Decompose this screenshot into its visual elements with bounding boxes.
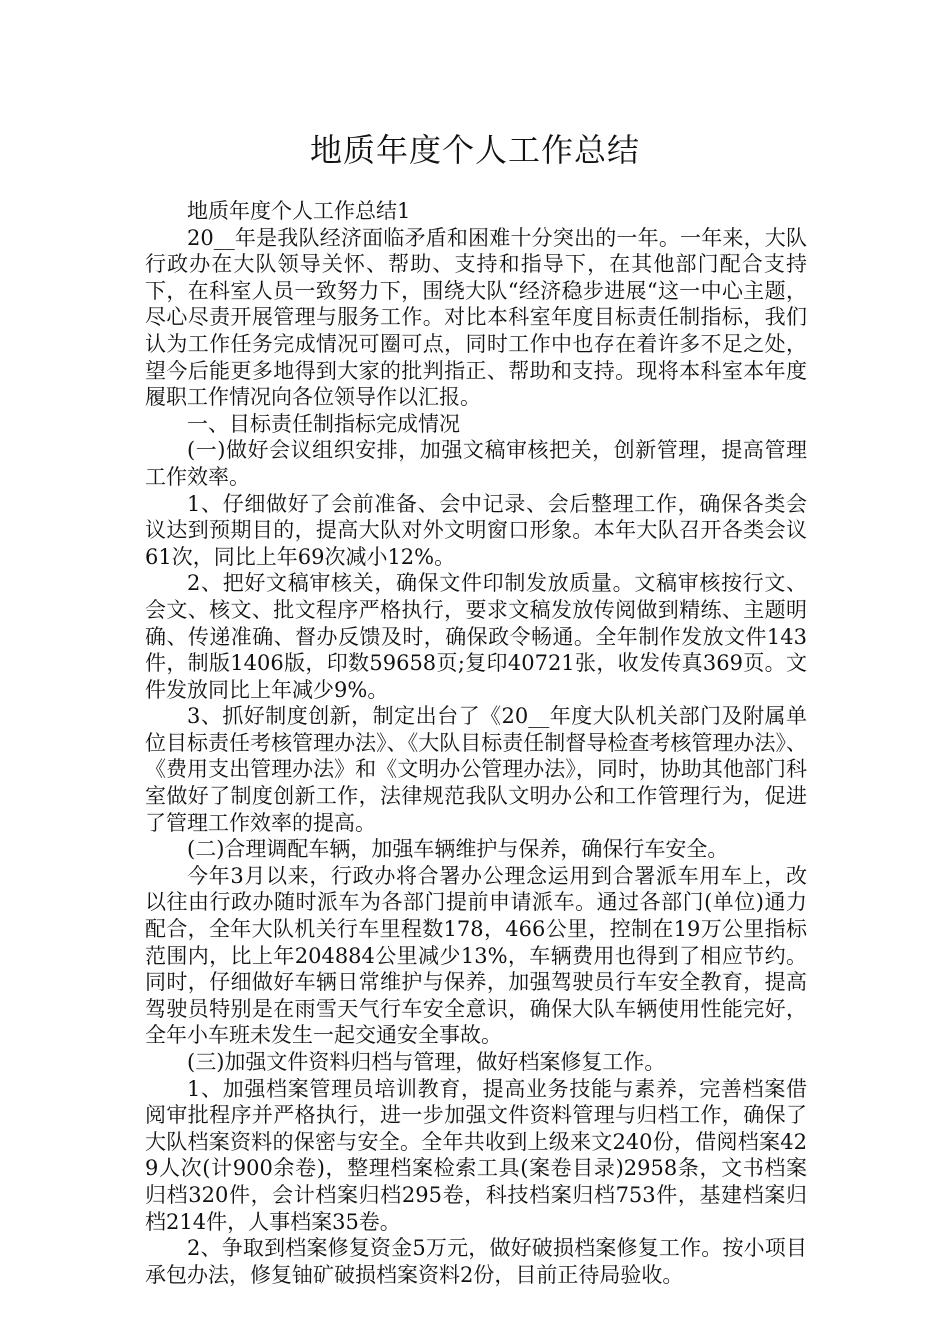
document-title: 地质年度个人工作总结 bbox=[309, 131, 640, 169]
document-body bbox=[145, 198, 807, 1288]
section-heading-1: 一、目标责任制指标完成情况 bbox=[187, 411, 460, 436]
body-paragraph: 3、抓好制度创新，制定出台了《20__年度大队机关部门及附属单位目标责任考核管理办法》、《大队目标责任制督导检查考核管理办法》、《费用支出管理办法》和《文明办公管理办法》，同时，协助其他部门科室做好了制度创新工作，法律规范我队文明办公和工作管理行为，促进了管理工作效率的提高。 bbox=[145, 704, 807, 835]
subsection-heading-3: (三)加强文件资料归档与管理，做好档案修复工作。 bbox=[187, 1050, 666, 1074]
subsection-heading-1: (一)做好会议组织安排，加强文稿审核把关，创新管理，提高管理工作效率。 bbox=[145, 438, 807, 489]
body-paragraph: 今年3月以来，行政办将合署办公理念运用到合署派车用车上，改以往由行政办随时派车为各部门提前申请派车。通过各部门(单位)通力配合，全年大队机关行车里程数178，466公里，控制在19万公里指标范围内，比上年204884公里减少13%，车辆费用也得到了相应节约。同时，仔细做好车辆日常维护与保养，加强驾驶员行车安全教育，提高驾驶员特别是在雨雪天气行车安全意识，确保大队车辆使用性能完好，全年小车班未发生一起交通安全事故。 bbox=[145, 863, 807, 1048]
body-paragraph: 1、仔细做好了会前准备、会中记录、会后整理工作，确保各类会议达到预期目的，提高大队对外文明窗口形象。本年大队召开各类会议61次，同比上年69次减小12%。 bbox=[145, 491, 807, 569]
body-paragraph: 1、加强档案管理员培训教育，提高业务技能与素养，完善档案借阅审批程序并严格执行，进一步加强文件资料管理与归档工作，确保了大队档案资料的保密与安全。全年共收到上级来文240份，借阅档案429人次(计900余卷)，整理档案检索工具(案卷目录)2958条，文书档案归档320件，会计档案归档295卷，科技档案归档753件，基建档案归档214件，人事档案35卷。 bbox=[145, 1076, 807, 1234]
body-paragraph: 2、把好文稿审核关，确保文件印制发放质量。文稿审核按行文、会文、核文、批文程序严格执行，要求文稿发放传阅做到精练、主题明确、传递准确、督办反馈及时，确保政令畅通。全年制作发放文件143件，制版1406版，印数59658页;复印40721张，收发传真369页。文件发放同比上年减少9%。 bbox=[145, 571, 807, 702]
subsection-heading-2: (二)合理调配车辆，加强车辆维护与保养，确保行车安全。 bbox=[187, 837, 729, 862]
body-paragraph: 2、争取到档案修复资金5万元，做好破损档案修复工作。按小项目承包办法，修复铀矿破损档案资料2份，目前正待局验收。 bbox=[145, 1236, 807, 1287]
intro-paragraph: 20__年是我队经济面临矛盾和困难十分突出的一年。一年来，大队行政办在大队领导关怀、帮助、支持和指导下，在其他部门配合支持下，在科室人员一致努力下，围绕大队“经济稳步进展“这一中心主题，尽心尽责开展管理与服务工作。对比本科室年度目标责任制指标，我们认为工作任务完成情况可圈可点，同时工作中也存在着许多不足之处，望今后能更多地得到大家的批判指正、帮助和支持。现将本科室本年度履职工作情况向各位领导作以汇报。 bbox=[145, 225, 807, 410]
subtitle-paragraph: 地质年度个人工作总结1 bbox=[187, 199, 411, 223]
